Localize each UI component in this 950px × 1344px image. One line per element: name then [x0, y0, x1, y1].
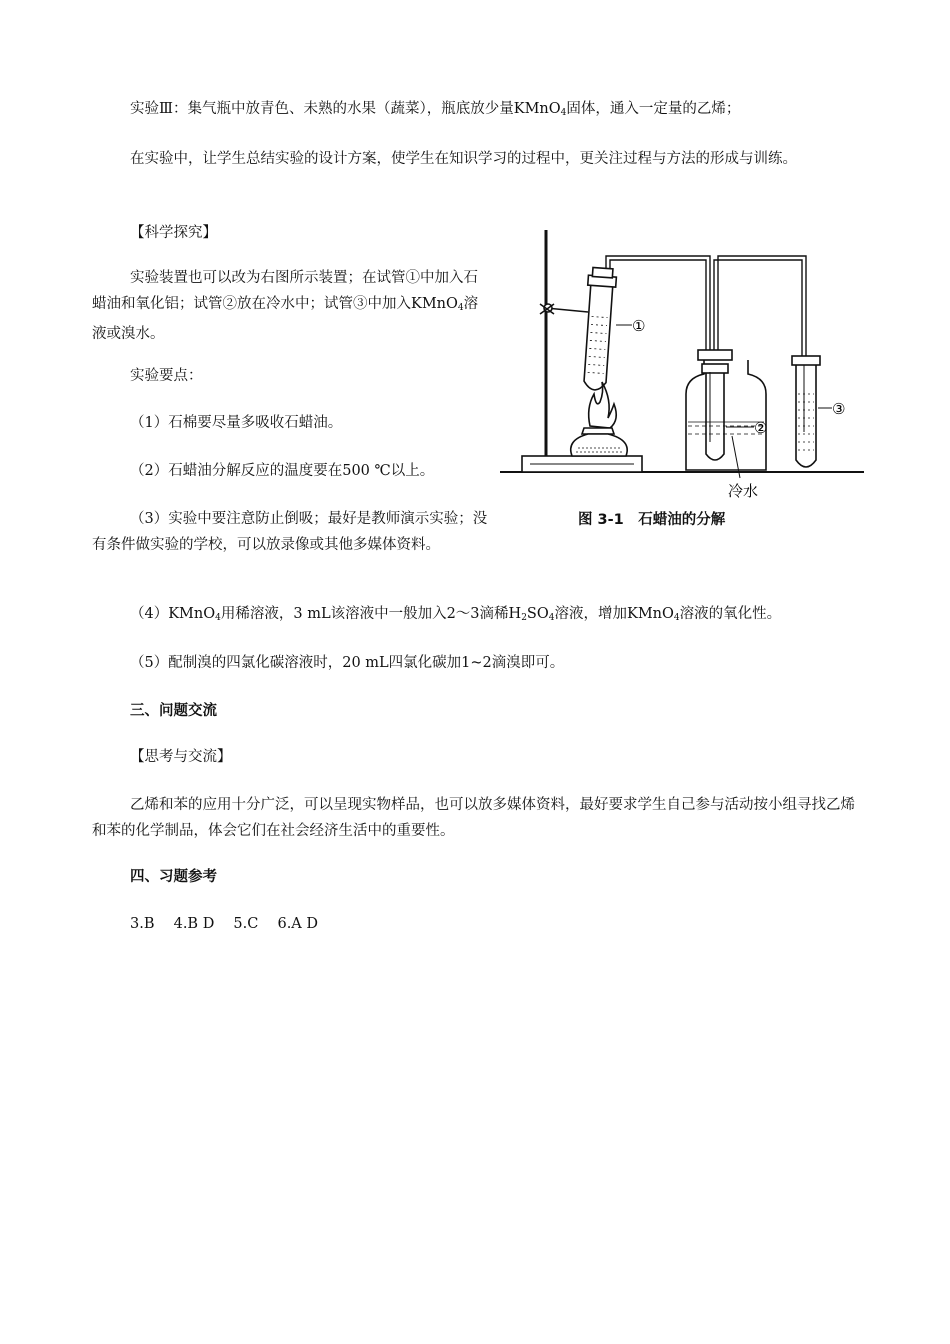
label-tube-3: ③	[832, 400, 846, 418]
points-title: 实验要点：	[130, 368, 203, 384]
point-4	[92, 601, 862, 631]
label-tube-1: ①	[632, 317, 646, 335]
text: SO	[526, 606, 549, 622]
section-3-title: 三、问题交流	[130, 703, 217, 719]
figure-caption: 图 3-1 石蜡油的分解	[578, 512, 726, 528]
heading-think-exchange: 【思考与交流】	[130, 749, 232, 765]
text: 用稀溶液，3 mL该溶液中一般加入2～3滴稀H	[220, 606, 522, 622]
subscript: 4	[548, 613, 555, 623]
text: 溶液，增加KMnO	[554, 606, 674, 622]
point-2: （2）石蜡油分解反应的温度要在500 ℃以上。	[130, 463, 435, 479]
subscript: 2	[521, 613, 527, 623]
subscript: 4	[457, 303, 464, 313]
text: 实验Ⅲ：集气瓶中放青色、未熟的水果（蔬菜），瓶底放少量KMnO	[130, 101, 561, 117]
heading-science-explore: 【科学探究】	[130, 225, 217, 241]
para-summary: 在实验中，让学生总结实验的设计方案，使学生在知识学习的过程中，更关注过程与方法的形成与训练。	[130, 151, 797, 167]
text: 固体，通入一定量的乙烯；	[566, 101, 741, 117]
text: 溶液或溴水。	[92, 296, 479, 342]
para-device	[92, 265, 492, 347]
point-1: （1）石棉要尽量多吸收石蜡油。	[130, 415, 343, 431]
subscript: 4	[560, 108, 567, 118]
para-ethylene-benzene: 乙烯和苯的应用十分广泛，可以呈现实物样品，也可以放多媒体资料，最好要求学生自己参与活动按小组寻找乙烯和苯的化学制品，体会它们在社会经济生活中的重要性。	[92, 797, 855, 839]
text: （4）KMnO	[130, 606, 216, 622]
subscript: 4	[215, 613, 221, 623]
apparatus-figure	[496, 222, 868, 534]
apparatus-drawing	[496, 222, 868, 534]
point-3: （3）实验中要注意防止倒吸；最好是教师演示实验；没有条件做实验的学校，可以放录像或其他多媒体资料。	[92, 511, 488, 553]
label-cold-water: 冷水	[728, 482, 759, 500]
text: 溶液的氧化性。	[679, 606, 782, 622]
para-experiment-3	[92, 96, 862, 126]
section-4-title: 四、习题参考	[130, 869, 217, 885]
point-5: （5）配制溴的四氯化碳溶液时，20 mL四氯化碳加1~2滴溴即可。	[130, 655, 565, 671]
label-tube-2: ②	[754, 419, 768, 437]
subscript: 4	[673, 613, 680, 623]
text: 实验装置也可以改为右图所示装置；在试管①中加入石蜡油和氧化铝；试管②放在冷水中；试管③中加入KMnO	[92, 270, 478, 312]
answers: 3.B 4.B D 5.C 6.A D	[130, 916, 319, 932]
